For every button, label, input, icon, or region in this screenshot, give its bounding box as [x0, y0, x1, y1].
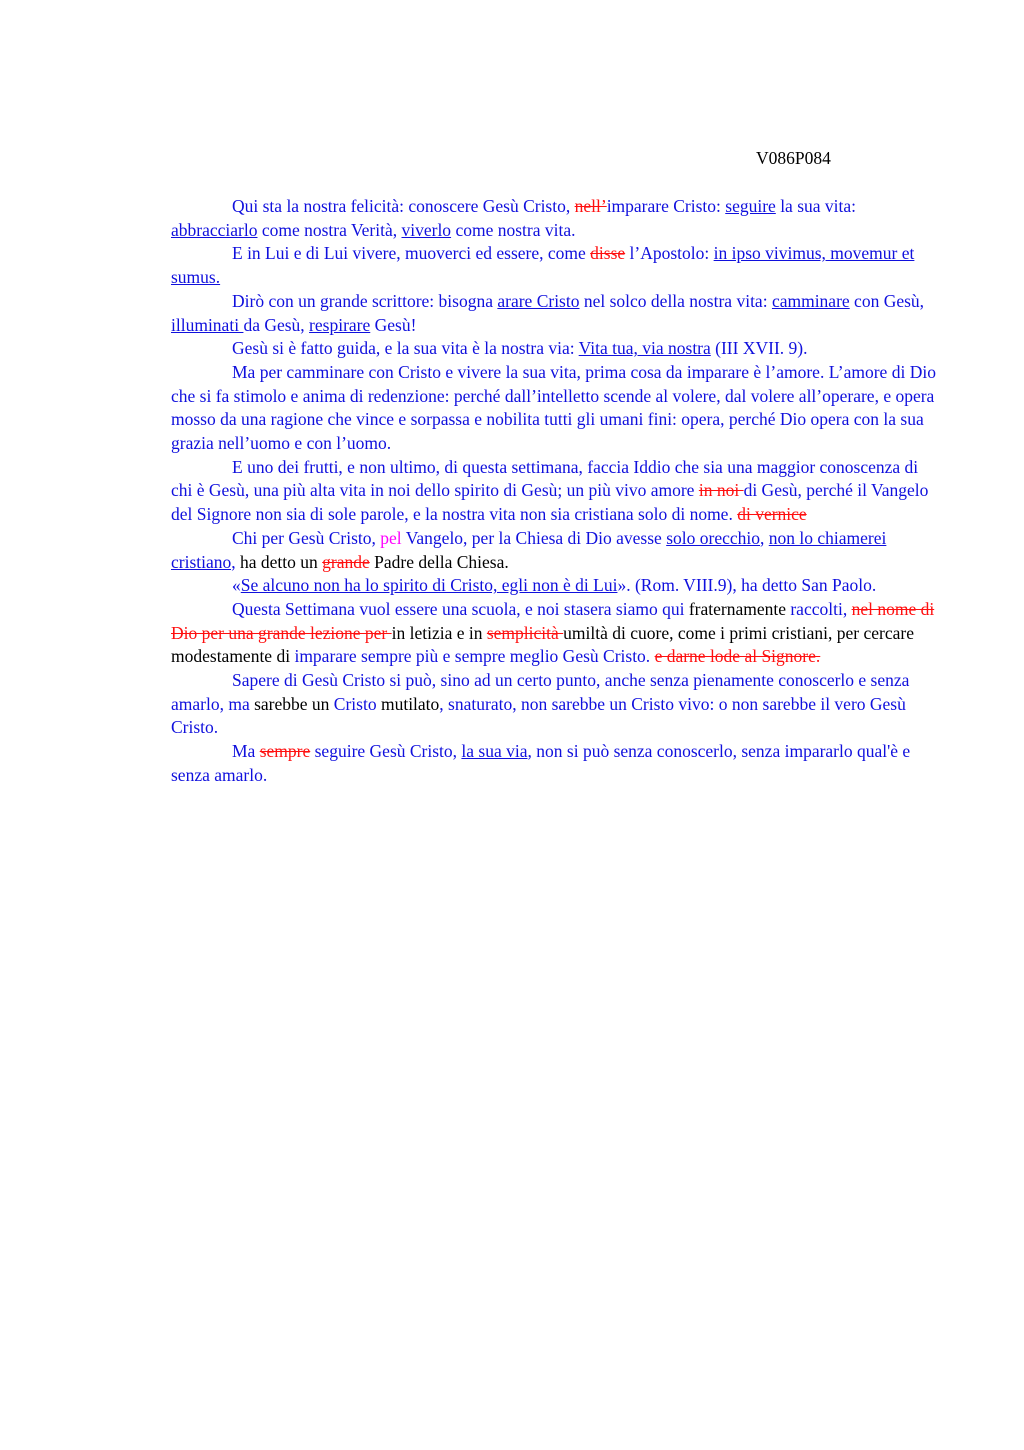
blue-text: raccolti,	[785, 598, 852, 619]
underlined-text: viverlo	[401, 219, 452, 240]
paragraph	[171, 574, 941, 598]
deleted-text: grande	[322, 551, 370, 572]
blue-text: ». (Rom. VIII.9), ha detto San Paolo.	[617, 575, 877, 596]
magenta-text: pel	[380, 527, 402, 548]
black-text: mutilato	[376, 693, 440, 714]
underlined-text: illuminati	[171, 314, 244, 335]
underlined-text: abbracciarlo	[171, 219, 258, 240]
blue-text: E uno dei frutti, e non ultimo, di questa settimana, faccia Iddio che sia una maggior conoscenza di chi è Gesù, una più alta vita in noi dello spirito di Gesù; un più vivo amore	[171, 456, 919, 501]
underlined-text: Vita tua, via nostra	[578, 338, 711, 359]
paragraph	[171, 337, 941, 361]
underlined-text: in ipso vivimus, movemur et sumus.	[171, 243, 915, 288]
deleted-text: in noi	[698, 480, 744, 501]
paragraph	[171, 527, 941, 574]
blue-text: Qui sta la nostra felicità: conoscere Gesù Cristo,	[232, 196, 575, 216]
paragraph	[171, 361, 941, 456]
underlined-text: Se alcuno non ha lo spirito di Cristo, egli non è di Lui	[240, 575, 618, 596]
blue-text: con Gesù,	[849, 290, 925, 311]
underlined-text: camminare	[771, 290, 850, 311]
blue-text: Dirò con un grande scrittore: bisogna	[232, 290, 498, 311]
blue-text: ,	[760, 527, 769, 548]
black-text: fraternamente	[688, 598, 786, 619]
blue-text: Sapere di Gesù Cristo si può, sino ad un certo punto, anche senza pienamente conoscerlo e senza amarlo, ma	[171, 670, 910, 714]
underlined-text: non lo chiamerei cristiano,	[171, 527, 887, 572]
black-text: Padre della Chiesa.	[369, 551, 509, 572]
blue-text: nel solco della nostra vita:	[579, 290, 772, 311]
blue-text: Gesù!	[370, 314, 417, 335]
blue-text: come nostra vita.	[451, 219, 576, 240]
black-text: umiltà di cuore, come i primi cristiani, per cercare modestamente di	[171, 622, 914, 667]
paragraph	[171, 290, 941, 337]
paragraph	[171, 598, 941, 669]
paragraph	[171, 456, 941, 527]
blue-text: imparare sempre più e sempre meglio Gesù Cristo.	[294, 646, 655, 667]
blue-text: Cristo	[333, 693, 377, 714]
black-text: ha detto un	[235, 551, 323, 572]
blue-text: , snaturato, non sarebbe un Cristo vivo: o non sarebbe il vero Gesù Cristo.	[171, 693, 906, 738]
paragraph	[171, 669, 941, 740]
paragraph	[171, 195, 941, 242]
deleted-text: e darne lode al Signore.	[654, 646, 821, 667]
black-text: in letizia e in	[391, 622, 487, 643]
blue-text: Gesù si è fatto guida, e la sua vita è la nostra via:	[232, 338, 579, 359]
blue-text: come nostra Verità,	[257, 219, 402, 240]
document-body	[171, 195, 941, 788]
deleted-text: nel nome di Dio per una grande lezione per	[171, 598, 935, 643]
underlined-text: respirare	[309, 314, 371, 335]
blue-text: Questa Settimana vuol essere una scuola, e noi stasera siamo qui	[232, 598, 689, 619]
underlined-text: solo orecchio	[666, 527, 760, 548]
underlined-text: arare Cristo	[497, 290, 580, 311]
black-text: sarebbe un	[254, 693, 334, 714]
blue-text: seguire Gesù Cristo,	[310, 741, 462, 762]
underlined-text: la sua via	[461, 741, 528, 762]
blue-text: di Gesù, perché il Vangelo del Signore non sia di sole parole, e la nostra vita non sia cristiana solo di nome.	[171, 480, 929, 525]
underlined-text: seguire	[725, 196, 776, 216]
blue-text: Chi per Gesù Cristo,	[232, 527, 381, 548]
deleted-text: disse	[590, 243, 626, 264]
blue-text: la sua vita:	[775, 196, 856, 216]
blue-text: l’Apostolo:	[625, 243, 714, 264]
blue-text: , non si può senza conoscerlo, senza impararlo qual'è e senza amarlo.	[171, 741, 911, 785]
blue-text: da Gesù,	[243, 314, 310, 335]
deleted-text: semplicità	[486, 622, 564, 643]
deleted-text: nell’	[574, 196, 607, 216]
blue-text: Ma	[232, 741, 260, 762]
blue-text: Ma per camminare con Cristo e vivere la sua vita, prima cosa da imparare è l’amore. L’amore di Dio che si fa stimolo e anima di redenzione: perché dall’intelletto scende al volere, dal volere all’operare, e opera mosso da una ragione che vince e sorpassa e nobilita tutti gli umani fini: opera, perché Dio opera con la sua grazia nell’uomo e con l’uomo.	[171, 361, 936, 454]
blue-text: Vangelo, per la Chiesa di Dio avesse	[401, 527, 667, 548]
paragraph	[171, 242, 941, 289]
blue-text: (III XVII. 9).	[710, 338, 808, 359]
page-identifier: V086P084	[756, 148, 831, 168]
deleted-text: sempre	[259, 741, 311, 762]
blue-text: E in Lui e di Lui vivere, muoverci ed essere, come	[232, 243, 591, 264]
blue-text: «	[232, 575, 241, 596]
paragraph	[171, 740, 941, 787]
deleted-text: di vernice	[737, 504, 807, 525]
blue-text: imparare Cristo:	[606, 196, 726, 216]
